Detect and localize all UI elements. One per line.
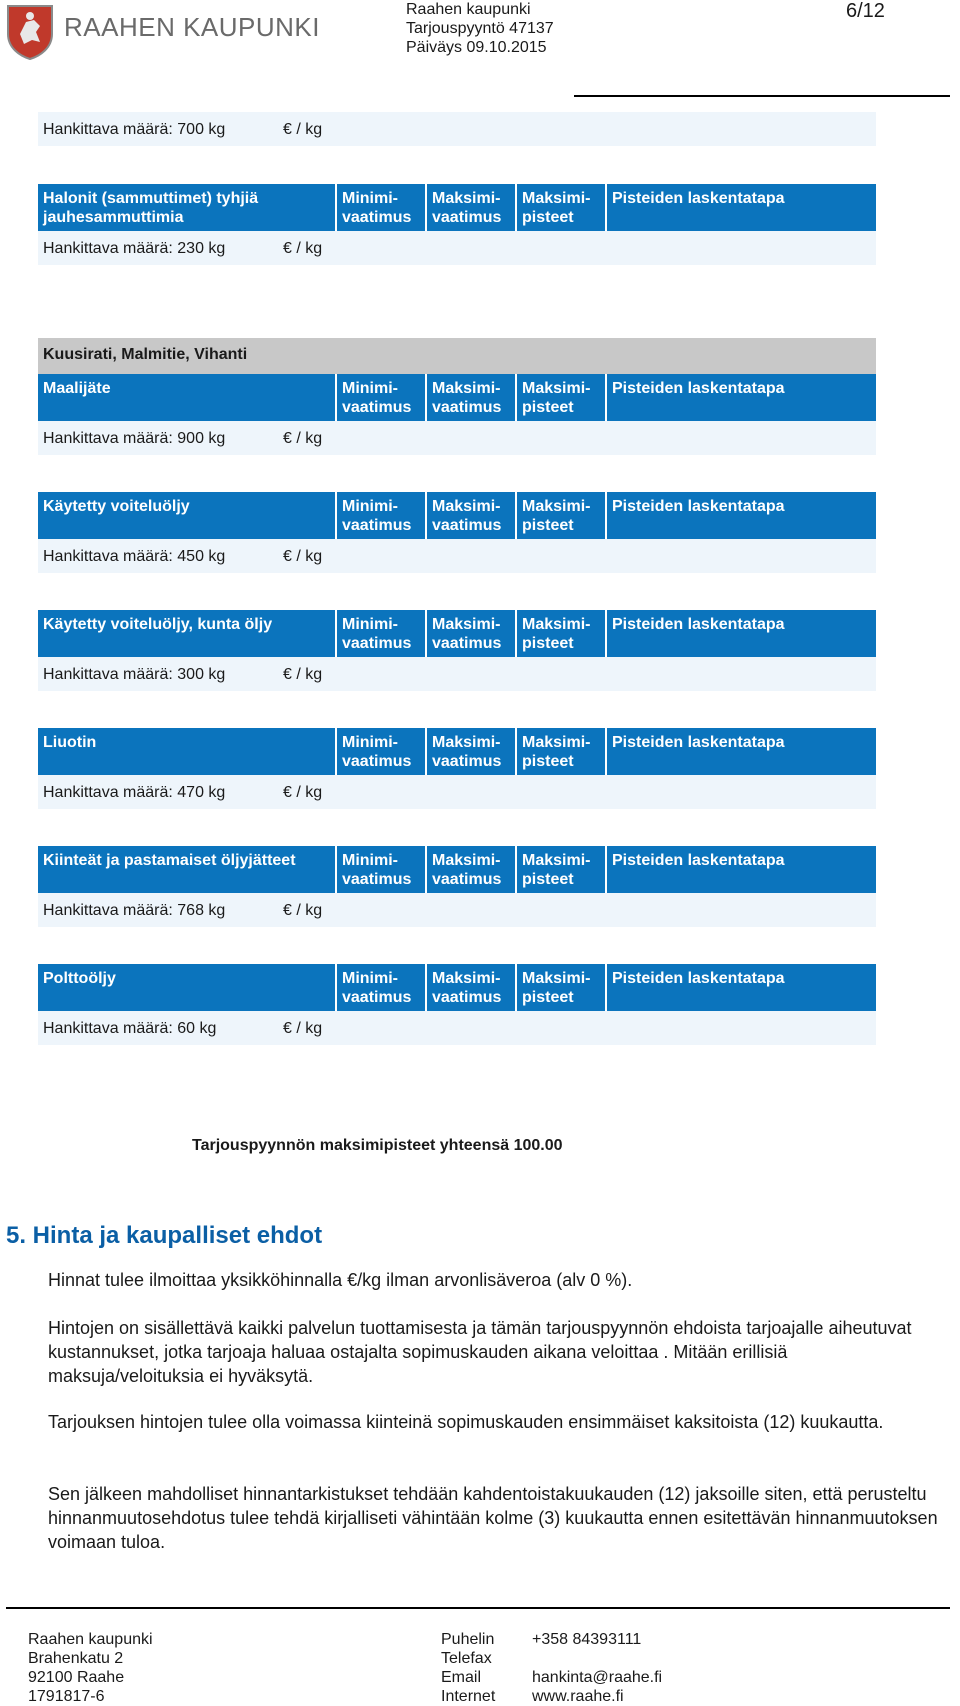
unit-text: € / kg — [283, 784, 323, 801]
item-header-row — [38, 184, 876, 231]
quantity-row — [38, 112, 876, 146]
col-max-requirement: Maksimi- vaatimus — [427, 184, 517, 231]
col-max-points: Maksimi- pisteet — [517, 964, 607, 1011]
footer-street: Brahenkatu 2 — [28, 1650, 124, 1667]
paragraph: Sen jälkeen mahdolliset hinnantarkistukset tehdään kahdentoistakuukauden (12) jaksoille siten, että perusteltu hinnanmuutosehdotus tulee tehdä kirjalliseti vähintään kolme (3) kuukautta ennen esitettävän hinnanmuutoksen voimaan tuloa. — [48, 1484, 938, 1552]
footer-website[interactable]: www.raahe.fi — [532, 1688, 624, 1705]
quantity-text: Hankittava määrä: 768 kg — [43, 902, 226, 919]
col-max-points: Maksimi- pisteet — [517, 610, 607, 657]
footer-fax-label: Telefax — [441, 1650, 492, 1667]
col-max-points: Maksimi- pisteet — [517, 846, 607, 893]
footer-business-id: 1791817-6 — [28, 1688, 105, 1705]
quantity-row — [38, 1011, 876, 1045]
col-max-requirement: Maksimi- vaatimus — [427, 374, 517, 421]
item-table — [38, 492, 876, 573]
item-table — [38, 964, 876, 1045]
item-header-row — [38, 728, 876, 775]
quantity-row — [38, 539, 876, 573]
header-org: Raahen kaupunki — [406, 1, 531, 18]
quantity-text: Hankittava määrä: 700 kg — [43, 121, 226, 138]
item-name: Liuotin — [38, 728, 337, 775]
quantity-text: Hankittava määrä: 450 kg — [43, 548, 226, 565]
quantity-text: Hankittava määrä: 470 kg — [43, 784, 226, 801]
col-max-points: Maksimi- pisteet — [517, 184, 607, 231]
quantity-row — [38, 231, 876, 265]
quantity-text: Hankittava määrä: 230 kg — [43, 240, 226, 257]
quantity-text: Hankittava määrä: 60 kg — [43, 1020, 217, 1037]
item-name: Polttoöljy — [38, 964, 337, 1011]
footer-org: Raahen kaupunki — [28, 1631, 153, 1648]
item-header-row — [38, 846, 876, 893]
item-name: Halonit (sammuttimet) tyhjiä jauhesammuttimia — [38, 184, 337, 231]
quantity-row — [38, 657, 876, 691]
item-name: Kiinteät ja pastamaiset öljyjätteet — [38, 846, 337, 893]
quantity-row — [38, 421, 876, 455]
footer-fax-empty — [532, 1649, 662, 1668]
city-coat-of-arms-logo — [6, 4, 54, 60]
footer-contact-values — [532, 1630, 662, 1706]
col-min-requirement: Minimi- vaatimus — [337, 184, 427, 231]
quantity-row — [38, 893, 876, 927]
quantity-text: Hankittava määrä: 300 kg — [43, 666, 226, 683]
continued-item-table — [38, 112, 876, 146]
header-request-number: Tarjouspyyntö 47137 — [406, 20, 554, 37]
paragraph: Hinnat tulee ilmoittaa yksikköhinnalla €/kg ilman arvonlisäveroa (alv 0 %). — [48, 1270, 633, 1290]
item-name: Käytetty voiteluöljy — [38, 492, 337, 539]
item-table — [38, 610, 876, 691]
col-max-points: Maksimi- pisteet — [517, 728, 607, 775]
col-scoring-method: Pisteiden laskentatapa — [612, 970, 785, 987]
col-scoring-method: Pisteiden laskentatapa — [612, 380, 785, 397]
col-min-requirement: Minimi- vaatimus — [337, 964, 427, 1011]
footer-contact-labels — [441, 1630, 495, 1706]
quantity-row — [38, 775, 876, 809]
unit-text: € / kg — [283, 1020, 323, 1037]
document-header-info — [406, 0, 554, 57]
site-name: Kuusirati, Malmitie, Vihanti — [38, 338, 876, 374]
col-scoring-method: Pisteiden laskentatapa — [612, 498, 785, 515]
page-number: 6/12 — [846, 0, 885, 22]
section-title: 5. Hinta ja kaupalliset ehdot — [6, 1222, 323, 1249]
paragraph: Tarjouksen hintojen tulee olla voimassa kiinteinä sopimuskauden ensimmäiset kaksitoista (12) kuukautta. — [48, 1412, 884, 1432]
header-date: Päiväys 09.10.2015 — [406, 39, 547, 56]
paragraph: Hintojen on sisällettävä kaikki palvelun tuottamisesta ja tämän tarjouspyynnön ehdoista tarjoajalle aiheutuvat kustannukset, jotka tarjoaja haluaa ostajalta sopimuskauden aikana veloittaa . Mitään erillisiä maksuja/veloituksia ei hyväksytä. — [48, 1318, 912, 1386]
logo-wordmark: RAAHEN KAUPUNKI — [64, 12, 320, 42]
unit-text: € / kg — [283, 548, 323, 565]
item-table — [38, 374, 876, 455]
col-min-requirement: Minimi- vaatimus — [337, 728, 427, 775]
footer-divider — [6, 1607, 950, 1609]
item-name: Käytetty voiteluöljy, kunta öljy — [38, 610, 337, 657]
item-table — [38, 728, 876, 809]
item-header-row — [38, 610, 876, 657]
unit-text: € / kg — [283, 666, 323, 683]
col-min-requirement: Minimi- vaatimus — [337, 492, 427, 539]
item-table — [38, 846, 876, 927]
col-scoring-method: Pisteiden laskentatapa — [612, 734, 785, 751]
col-scoring-method: Pisteiden laskentatapa — [612, 852, 785, 869]
unit-text: € / kg — [283, 902, 323, 919]
item-header-row — [38, 964, 876, 1011]
col-max-requirement: Maksimi- vaatimus — [427, 846, 517, 893]
footer-phone: +358 84393111 — [532, 1631, 642, 1648]
header-divider — [574, 95, 950, 97]
footer-city: 92100 Raahe — [28, 1669, 125, 1686]
footer-email-label: Email — [441, 1669, 482, 1686]
col-max-points: Maksimi- pisteet — [517, 492, 607, 539]
unit-text: € / kg — [283, 430, 323, 447]
col-max-requirement: Maksimi- vaatimus — [427, 492, 517, 539]
col-max-requirement: Maksimi- vaatimus — [427, 964, 517, 1011]
unit-text: € / kg — [283, 121, 323, 138]
footer-phone-label: Puhelin — [441, 1631, 495, 1648]
col-min-requirement: Minimi- vaatimus — [337, 610, 427, 657]
col-scoring-method: Pisteiden laskentatapa — [612, 616, 785, 633]
footer-internet-label: Internet — [441, 1688, 496, 1705]
col-max-requirement: Maksimi- vaatimus — [427, 728, 517, 775]
col-max-requirement: Maksimi- vaatimus — [427, 610, 517, 657]
item-header-row — [38, 374, 876, 421]
item-table-halonit — [38, 184, 876, 265]
col-min-requirement: Minimi- vaatimus — [337, 846, 427, 893]
quantity-text: Hankittava määrä: 900 kg — [43, 430, 226, 447]
site-heading — [38, 338, 876, 374]
max-points-total: Tarjouspyynnön maksimipisteet yhteensä 100.00 — [192, 1137, 563, 1154]
footer-address — [28, 1630, 153, 1706]
col-min-requirement: Minimi- vaatimus — [337, 374, 427, 421]
footer-email[interactable]: hankinta@raahe.fi — [532, 1669, 663, 1686]
unit-text: € / kg — [283, 240, 323, 257]
col-max-points: Maksimi- pisteet — [517, 374, 607, 421]
item-name: Maalijäte — [38, 374, 337, 421]
col-scoring-method: Pisteiden laskentatapa — [612, 190, 785, 207]
item-header-row — [38, 492, 876, 539]
